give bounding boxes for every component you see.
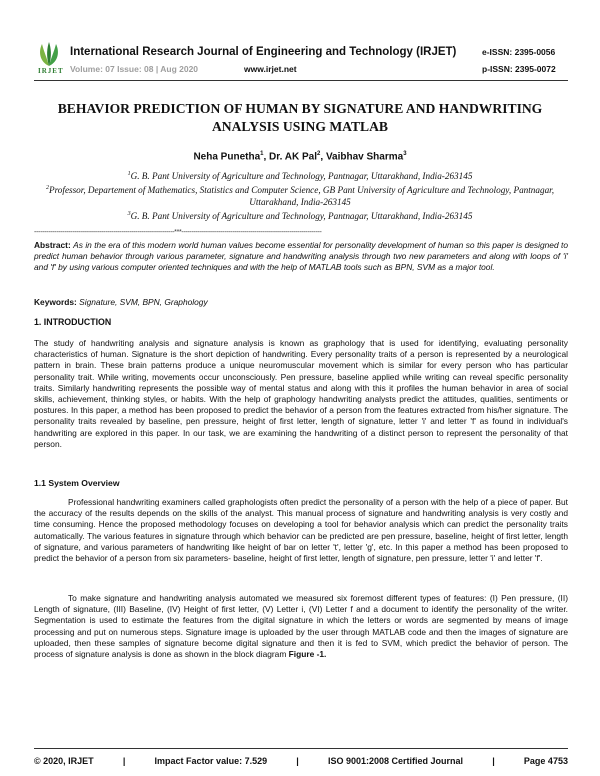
keywords-text: Signature, SVM, BPN, Graphology xyxy=(79,297,208,307)
page-header xyxy=(0,0,600,82)
footer-separator: | xyxy=(122,756,126,766)
affiliation xyxy=(30,168,570,182)
affiliation-text: G. B. Pant University of Agriculture and Technology, Pantnagar, Uttarakhand, India-263145 xyxy=(130,171,473,182)
affiliation-text: Professor, Departement of Mathematics, Statistics and Computer Science, GB Pant University of Agriculture and Technology, Pantnagar, Uttarakhand, India-263145 xyxy=(48,185,555,208)
paragraph-text: To make signature and handwriting analysis automated we measured six foremost different types of features: (I) Pen pressure, (II) Length of signature, (III) Baseline, (IV) Height of first letter, (V) Letter i, (VI) Letter f and a document to identify the personality of the writer. Segmentation is used to estimate the features from the digital signature in which the letters or words are segmented by means of image processing and put on numerous steps. Signature image is uploaded by the user through MATLAB code and then the images of signature are uploaded, then these samples of signature become digital signature and then it is fed to SVM, which predict the behavior of person. The process of signature analysis is done as shown in the block diagram xyxy=(34,593,568,660)
footer-separator: | xyxy=(296,756,299,766)
page-footer xyxy=(34,756,568,766)
author-list: Neha Punetha$^1$, Dr. AK Pal$^2$, Vaibhav Sharma$^3$ xyxy=(193,151,407,163)
keywords xyxy=(34,297,568,307)
logo-wordmark: IRJET xyxy=(38,67,64,75)
affiliations xyxy=(30,168,570,222)
affiliation-sup: 1 xyxy=(127,171,131,177)
author-name: Vaibhav Sharma xyxy=(325,151,404,163)
journal-title: International Research Journal of Engineering and Technology (IRJET) xyxy=(70,46,457,58)
footer-iso: ISO 9001:2008 Certified Journal xyxy=(327,756,464,766)
figure-reference: Figure -1. xyxy=(288,649,327,660)
section-heading: 1. INTRODUCTION xyxy=(34,317,112,327)
header-divider xyxy=(34,80,568,81)
paragraph: The study of handwriting analysis and signature analysis is known as graphology that is used for identifying, evaluating personality characteristics of human. Signature is the short depiction of handwriting. Every personality traits of a person is represented by a neurological pattern in brain. These brain patterns produce a unique neuromuscular movement which is similar for every person who has particular personality trait. While writing, movements occur unconsciously. Pen pressure, baseline applied while writing can reveal specific personality traits. Similarly handwriting represents the possible way of mental status and along with this it profiles the human behavior in area of social skills, achievement, thinking styles, or habits. With the help of graphology handwriting analysts predict the attitudes, qualities, sentiments or postures. In this paper, a method has been proposed to predict the behavior of a person from the features extracted from his/her signature. The personality traits revealed by baseline, pen pressure, height of first letter, length of signature, letter 'i' and letter 'f' as found in individual's handwriting are explored in this paper. In our task, we are examining the handwriting of a distinct person to represent the personality of that person. xyxy=(34,338,568,449)
footer-divider xyxy=(34,748,568,749)
author-sup: 1 xyxy=(260,151,264,157)
section-separator: ---------------------------------------------------------------------***--------------------------------------------------------------------- xyxy=(34,229,322,236)
footer-impact-factor: Impact Factor value: 7.529 xyxy=(154,756,268,766)
paragraph: Professional handwriting examiners called graphologists often predict the personality of a person with the help of a piece of paper. But the accuracy of the results depends on the skills of the analyst. This manual process of signature and handwriting analysis is very costly and time consuming. Hence the proposed methodology focuses on developing a tool for behavior analysis which can predict the personality traits automatically. The various features in signature through which behavior can be predicted are pen pressure, baseline, height of first letter, length of signature, and various parameters of handwriting like height of bar on letter 't', letter 'g', etc. In this paper a method has been proposed to predict the behavior of a person from six parameters- baseline, height of first letter, length of signature, pen pressure, letter 'i' and letter 'f'. xyxy=(34,497,568,564)
footer-separator: | xyxy=(492,756,495,766)
affiliation-sup: 3 xyxy=(127,211,131,218)
subsection-heading: 1.1 System Overview xyxy=(34,478,120,488)
abstract-text: As in the era of this modern world human values become essential for personality development of human so this paper is designed to predict human behavior through various parameter, signature and handwriting analysis through two new parameters and along with loops of 'i' and 'f' by using various computer oriented techniques and with the help of MATLAB tools such as BPN, SVM as a major tool. xyxy=(34,240,568,272)
author-sup: 3 xyxy=(403,151,407,157)
keywords-label: Keywords: xyxy=(34,297,77,307)
title-line-2: ANALYSIS USING MATLAB xyxy=(211,119,388,134)
footer-page-number: Page 4753 xyxy=(523,756,568,766)
paper-title xyxy=(30,100,570,136)
p-issn: p-ISSN: 2395-0072 xyxy=(482,64,556,74)
e-issn: e-ISSN: 2395-0056 xyxy=(482,47,556,57)
abstract xyxy=(34,240,568,273)
abstract-label: Abstract: xyxy=(34,240,71,250)
author-name: Dr. AK Pal xyxy=(269,151,318,163)
journal-website[interactable]: www.irjet.net xyxy=(244,64,297,74)
footer-copyright: © 2020, IRJET xyxy=(34,756,94,766)
volume-issue: Volume: 07 Issue: 08 | Aug 2020 xyxy=(70,64,199,74)
affiliation xyxy=(30,208,570,222)
affiliation xyxy=(30,182,570,208)
author-name: Neha Punetha xyxy=(193,151,261,163)
title-line-1: BEHAVIOR PREDICTION OF HUMAN BY SIGNATURE AND HANDWRITING xyxy=(57,101,543,116)
affiliation-sup: 2 xyxy=(45,185,49,192)
author-sup: 2 xyxy=(317,151,321,157)
affiliation-text: G. B. Pant University of Agriculture and Technology, Pantnagar, Uttarakhand, India-263145 xyxy=(130,211,473,222)
paragraph xyxy=(34,593,568,660)
